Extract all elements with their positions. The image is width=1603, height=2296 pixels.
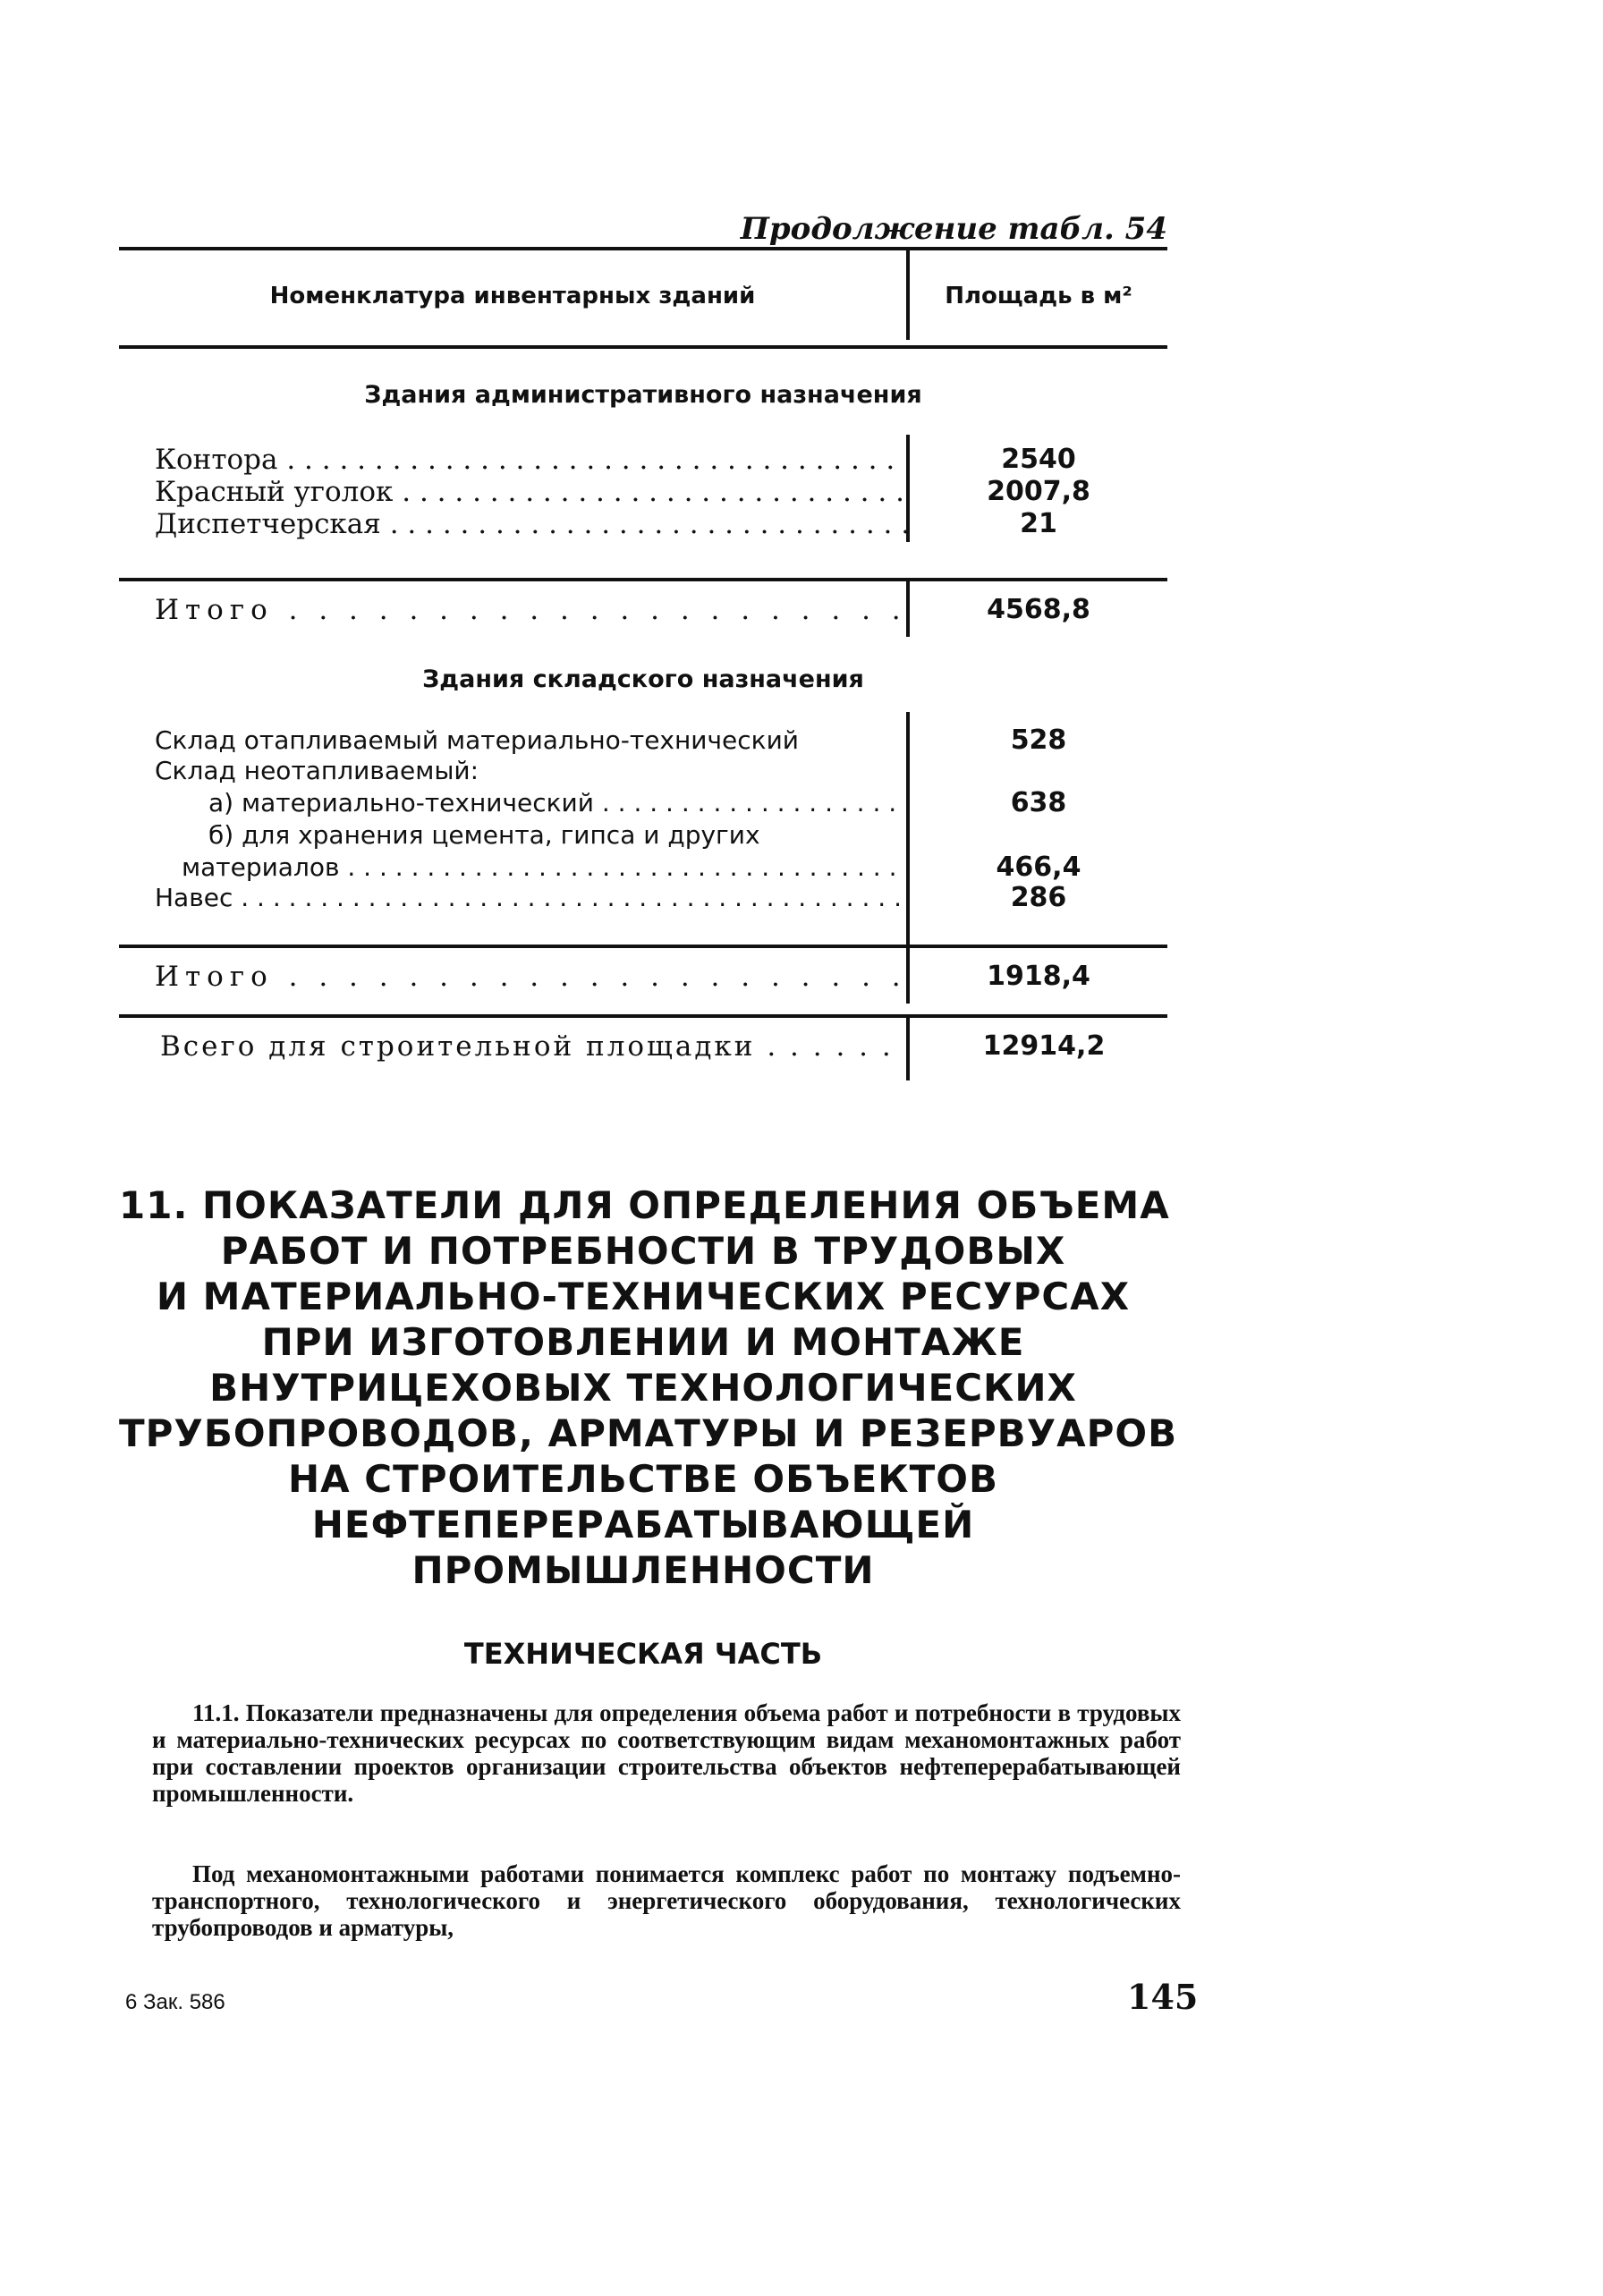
storage-total-rule xyxy=(119,945,1167,948)
table-row xyxy=(182,851,1167,884)
row-label: Диспетчерская . . . xyxy=(155,508,906,540)
section-title-storage: Здания складского назначения xyxy=(422,665,864,693)
column-header-nomenclature: Номенклатура инвентарных зданий xyxy=(269,283,756,309)
row-label: б) для хранения цемента, гипса и других xyxy=(208,820,760,850)
table-row-grand-total xyxy=(160,1030,1173,1063)
row-label: материалов . . . xyxy=(182,851,906,884)
table-row xyxy=(155,724,1167,757)
section-heading xyxy=(119,1182,1178,1593)
heading-line: ПРИ ИЗГОТОВЛЕНИИ И МОНТАЖЕ xyxy=(261,1320,1025,1364)
heading-line: И МАТЕРИАЛЬНО-ТЕХНИЧЕСКИХ РЕСУРСАХ xyxy=(156,1275,1131,1318)
total-label: Итого . . . xyxy=(155,594,906,626)
row-label: Навес . . . xyxy=(155,882,906,914)
heading-line: НА СТРОИТЕЛЬСТВЕ ОБЪЕКТОВ xyxy=(288,1457,998,1501)
table-row-total xyxy=(155,961,1167,993)
column-header-area: Площадь в м² xyxy=(945,283,1132,309)
row-value: 528 xyxy=(1010,724,1067,756)
heading-line: НЕФТЕПЕРЕРАБАТЫВАЮЩЕЙ xyxy=(311,1503,975,1546)
heading-line: 11. ПОКАЗАТЕЛИ ДЛЯ ОПРЕДЕЛЕНИЯ ОБЪЕМА xyxy=(119,1183,1170,1227)
heading-line: РАБОТ И ПОТРЕБНОСТИ В ТРУДОВЫХ xyxy=(220,1229,1066,1273)
admin-total-rule xyxy=(119,578,1167,581)
paragraph: 11.1. Показатели предназначены для определения объема работ и потребности в трудовых и материально-технических ресурсах по соответствующим видам механомонтажных работ при составлении проектов организации строительства объектов нефтеперерабатывающей промышленности. xyxy=(152,1699,1181,1807)
row-value: 286 xyxy=(1010,882,1067,913)
row-label: Красный уголок . . . xyxy=(155,476,906,508)
table-row xyxy=(155,755,1167,787)
row-label: а) материально-технический . . . xyxy=(208,787,906,819)
row-value: 2007,8 xyxy=(987,476,1090,507)
row-label: Склад неотапливаемый: xyxy=(155,756,479,785)
table-row xyxy=(155,476,1167,508)
total-label: Итого . . . xyxy=(155,961,906,993)
row-value: 638 xyxy=(1010,787,1067,818)
table-continuation-label: Продолжение табл. 54 xyxy=(740,211,1167,247)
row-label: Контора . . . xyxy=(155,444,906,476)
table-row-total xyxy=(155,594,1167,626)
row-value: 2540 xyxy=(1001,444,1076,475)
subheading: ТЕХНИЧЕСКАЯ ЧАСТЬ xyxy=(463,1637,823,1671)
heading-line: ТРУБОПРОВОДОВ, АРМАТУРЫ И РЕЗЕРВУАРОВ xyxy=(119,1411,1178,1455)
grand-total-rule xyxy=(119,1014,1167,1018)
table-row xyxy=(208,787,1167,819)
grand-total-label: Всего для строительной площадки . . . xyxy=(160,1030,906,1063)
row-value: 466,4 xyxy=(996,851,1081,883)
row-label: Склад отапливаемый материально-технический xyxy=(155,725,799,755)
grand-total-value: 12914,2 xyxy=(982,1030,1106,1062)
table-row xyxy=(155,508,1167,540)
table-row xyxy=(155,882,1167,914)
table-top-rule xyxy=(119,247,1167,250)
heading-line: ВНУТРИЦЕХОВЫХ ТЕХНОЛОГИЧЕСКИХ xyxy=(209,1366,1077,1410)
page-number: 145 xyxy=(1127,1977,1199,2017)
paragraph: Под механомонтажными работами понимается комплекс работ по монтажу подъемно-транспортного, технологического и энергетического оборудования, технологических трубопроводов и арматуры, xyxy=(152,1860,1181,1941)
table-row xyxy=(208,819,1167,851)
section-title-admin: Здания административного назначения xyxy=(364,381,922,409)
row-value: 21 xyxy=(1020,508,1057,539)
total-value: 4568,8 xyxy=(987,594,1090,625)
print-order-note: 6 Зак. 586 xyxy=(125,1990,225,2014)
heading-line: ПРОМЫШЛЕННОСТИ xyxy=(411,1548,875,1592)
header-bottom-rule xyxy=(119,345,1167,349)
table-row xyxy=(155,444,1167,476)
total-value: 1918,4 xyxy=(987,961,1090,992)
